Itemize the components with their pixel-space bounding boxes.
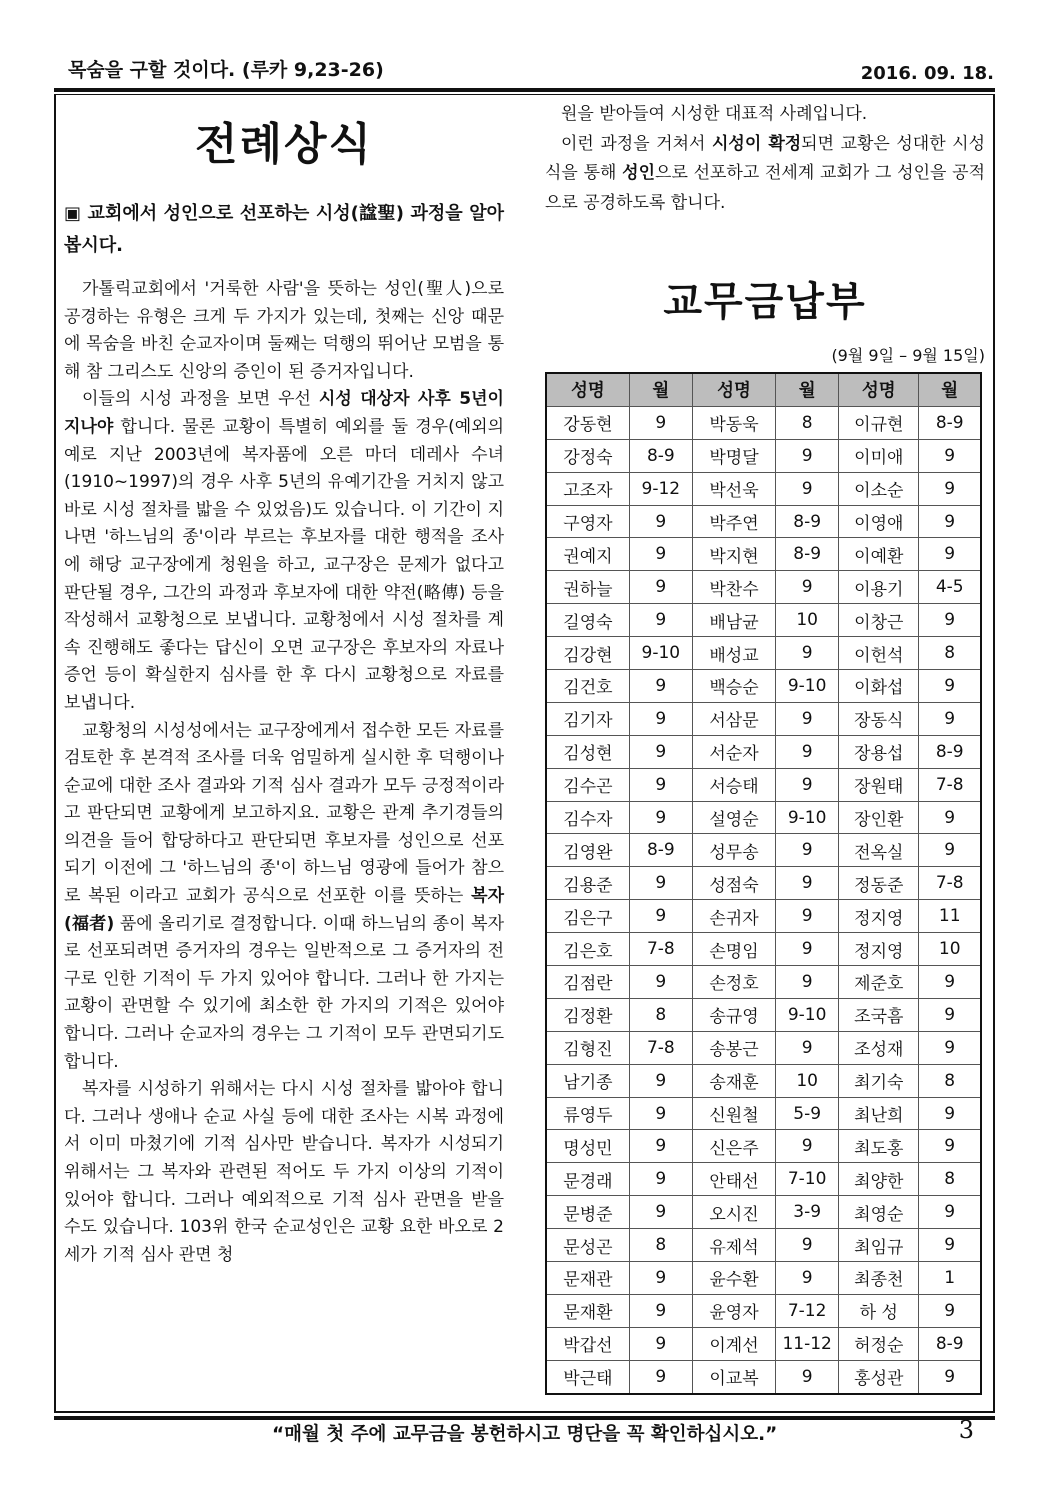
name-cell: 박근태 [546, 1360, 629, 1393]
month-cell: 9 [776, 1229, 839, 1262]
month-cell: 8 [919, 1064, 981, 1097]
name-cell: 박주연 [692, 505, 775, 538]
table-row [546, 1360, 981, 1393]
name-cell: 이예환 [839, 538, 919, 571]
name-cell: 신은주 [692, 1130, 775, 1163]
table-header-cell: 성명 [692, 373, 775, 406]
name-cell: 김은구 [546, 900, 629, 933]
name-cell: 최양한 [839, 1163, 919, 1196]
month-cell: 7-8 [629, 933, 692, 966]
name-cell: 문경래 [546, 1163, 629, 1196]
name-cell: 구영자 [546, 505, 629, 538]
article-continuation [545, 100, 985, 218]
left-column [64, 100, 504, 1269]
name-cell: 성무송 [692, 834, 775, 867]
name-cell: 송규영 [692, 998, 775, 1031]
name-cell: 조국흠 [839, 998, 919, 1031]
name-cell: 박명달 [692, 439, 775, 472]
name-cell: 정지영 [839, 900, 919, 933]
month-cell: 9 [776, 571, 839, 604]
name-cell: 손명임 [692, 933, 775, 966]
month-cell: 4-5 [919, 571, 981, 604]
name-cell: 서삼문 [692, 702, 775, 735]
month-cell: 9 [919, 439, 981, 472]
month-cell: 9 [919, 1097, 981, 1130]
header-date: 2016. 09. 18. [860, 63, 994, 84]
name-cell: 명성민 [546, 1130, 629, 1163]
name-cell: 고조자 [546, 472, 629, 505]
name-cell: 이계선 [692, 1327, 775, 1360]
month-cell: 8-9 [919, 406, 981, 439]
month-cell: 9 [629, 670, 692, 703]
month-cell: 8-9 [776, 505, 839, 538]
name-cell: 이미애 [839, 439, 919, 472]
table-row [546, 1196, 981, 1229]
table-header-cell: 성명 [546, 373, 629, 406]
month-cell: 7-10 [776, 1163, 839, 1196]
p5-e: 으로 선포하고 전세계 교회가 그 성인을 공적으로 공경하도록 합니다. [545, 163, 985, 213]
name-cell: 김정환 [546, 998, 629, 1031]
name-cell: 최도홍 [839, 1130, 919, 1163]
period-range: (9월 9일 – 9월 15일) [831, 346, 985, 365]
month-cell: 9 [919, 801, 981, 834]
month-cell: 11-12 [776, 1327, 839, 1360]
name-cell: 홍성관 [839, 1360, 919, 1393]
month-cell: 9 [776, 637, 839, 670]
name-cell: 이영애 [839, 505, 919, 538]
month-cell: 9 [629, 571, 692, 604]
table-row [546, 834, 981, 867]
table-row [546, 933, 981, 966]
name-cell: 권하늘 [546, 571, 629, 604]
month-cell: 9 [776, 966, 839, 999]
month-cell: 9 [629, 1360, 692, 1393]
month-cell: 9 [919, 1130, 981, 1163]
name-cell: 장인환 [839, 801, 919, 834]
month-cell: 9 [919, 1360, 981, 1393]
name-cell: 배성교 [692, 637, 775, 670]
name-cell: 최임규 [839, 1229, 919, 1262]
month-cell: 9-10 [629, 637, 692, 670]
month-cell: 8-9 [629, 439, 692, 472]
month-cell: 9 [629, 1294, 692, 1327]
table-row [546, 406, 981, 439]
paragraph-2 [64, 386, 504, 717]
paragraph-3 [64, 718, 504, 1077]
name-cell: 이교복 [692, 1360, 775, 1393]
name-cell: 오시진 [692, 1196, 775, 1229]
p5-c: 되면 교황은 성대한 시성식을 통해 [545, 133, 986, 183]
p3-text-after: 품에 올리기로 결정합니다. 이때 하느님의 종이 복자로 선포되려면 증거자의 경우는 일반적으로 그 증거자의 전구로 인한 기적이 두 가지 있어야 합니다. 그러나 한 가지는 교황이 관면할 수 있기에 최소한 한 가지의 기적은 있어야 합니다. 그러나 순교자의 경우는 그 기적이 모두 관면되기도 합니다. [64, 913, 504, 1072]
month-cell: 9 [776, 834, 839, 867]
table-row [546, 900, 981, 933]
table-row [546, 1229, 981, 1262]
table-row [546, 538, 981, 571]
month-cell: 9 [776, 933, 839, 966]
month-cell: 1 [919, 1262, 981, 1295]
name-cell: 김강현 [546, 637, 629, 670]
month-cell: 10 [776, 604, 839, 637]
name-cell: 허정순 [839, 1327, 919, 1360]
bottom-rule-thin [54, 1411, 995, 1413]
name-cell: 길영숙 [546, 604, 629, 637]
table-header-cell: 월 [776, 373, 839, 406]
month-cell: 9 [919, 538, 981, 571]
name-cell: 문재관 [546, 1262, 629, 1295]
name-cell: 이규현 [839, 406, 919, 439]
month-cell: 9 [629, 702, 692, 735]
table-row [546, 1262, 981, 1295]
right-border [993, 94, 995, 1412]
top-rule-thin [54, 94, 995, 95]
footer-notice: “매월 첫 주에 교무금을 봉헌하시고 명단을 꼭 확인하십시오.” [272, 1424, 778, 1445]
name-cell: 하 성 [839, 1294, 919, 1327]
month-cell: 9 [629, 966, 692, 999]
month-cell: 9 [776, 1360, 839, 1393]
month-cell: 9 [776, 439, 839, 472]
name-cell: 권예지 [546, 538, 629, 571]
name-cell: 김수자 [546, 801, 629, 834]
name-cell: 송재훈 [692, 1064, 775, 1097]
month-cell: 9 [776, 472, 839, 505]
month-cell: 9-12 [629, 472, 692, 505]
month-cell: 10 [919, 933, 981, 966]
month-cell: 7-8 [919, 867, 981, 900]
name-cell: 성점숙 [692, 867, 775, 900]
name-cell: 최기숙 [839, 1064, 919, 1097]
name-cell: 정동준 [839, 867, 919, 900]
month-cell: 9 [919, 670, 981, 703]
name-cell: 김수곤 [546, 768, 629, 801]
name-cell: 유제석 [692, 1229, 775, 1262]
name-cell: 전옥실 [839, 834, 919, 867]
table-row [546, 1130, 981, 1163]
month-cell: 10 [776, 1064, 839, 1097]
paragraph-1: 가톨릭교회에서 '거룩한 사람'을 뜻하는 성인(聖人)으로 공경하는 유형은 크게 두 가지가 있는데, 첫째는 신앙 때문에 목숨을 바친 순교자이며 둘째는 덕행의 뛰어난 모범을 통해 참 그리스도 신앙의 증인이 된 증거자입니다. [64, 279, 504, 382]
table-row [546, 1294, 981, 1327]
month-cell: 9 [629, 406, 692, 439]
month-cell: 9 [629, 1196, 692, 1229]
table-row [546, 1031, 981, 1064]
month-cell: 9 [919, 834, 981, 867]
month-cell: 9 [919, 505, 981, 538]
name-cell: 최종천 [839, 1262, 919, 1295]
month-cell: 8 [919, 1163, 981, 1196]
name-cell: 제준호 [839, 966, 919, 999]
name-cell: 강동현 [546, 406, 629, 439]
name-cell: 김점란 [546, 966, 629, 999]
p3-bold: 복자(福者) [64, 886, 504, 934]
table-row [546, 637, 981, 670]
page-number: 3 [958, 1416, 974, 1444]
month-cell: 9 [919, 966, 981, 999]
name-cell: 배남균 [692, 604, 775, 637]
month-cell: 9 [629, 1064, 692, 1097]
month-cell: 9 [629, 900, 692, 933]
continuation-line: 원을 받아들여 시성한 대표적 사례입니다. [561, 104, 868, 124]
paragraph-4: 복자를 시성하기 위해서는 다시 시성 절차를 밟아야 합니다. 그러나 생애나 순교 사실 등에 대한 조사는 시복 과정에서 이미 마쳤기에 기적 심사만 받습니다. 복자가 시성되기 위해서는 그 복자와 관련된 적어도 두 가지 이상의 기적이 있어야 합니다. 그러나 예외적으로 기적 심사 관면을 받을 수도 있습니다. 103위 한국 순교성인은 교황 요한 바오로 2세가 기적 심사 관면 청 [64, 1079, 504, 1265]
dues-table [545, 372, 982, 1395]
name-cell: 문재환 [546, 1294, 629, 1327]
name-cell: 김성현 [546, 735, 629, 768]
name-cell: 정지영 [839, 933, 919, 966]
name-cell: 김기자 [546, 702, 629, 735]
name-cell: 신원철 [692, 1097, 775, 1130]
month-cell: 9 [629, 505, 692, 538]
table-row [546, 439, 981, 472]
month-cell: 9 [919, 1196, 981, 1229]
paragraph-5 [545, 130, 985, 219]
p2-text: 이들의 시성 과정을 보면 우선 [82, 389, 319, 410]
name-cell: 박지현 [692, 538, 775, 571]
month-cell: 7-12 [776, 1294, 839, 1327]
name-cell: 류영두 [546, 1097, 629, 1130]
name-cell: 손정호 [692, 966, 775, 999]
month-cell: 9 [776, 1130, 839, 1163]
p2-text-after: 합니다. 물론 교황이 특별히 예외를 둘 경우(예외의 예로 지난 2003년에 복자품에 오른 마더 데레사 수녀(1910~1997)의 경우 사후 5년의 유예기간을 거치지 않고 바로 시성 절차를 밟을 수 있었음)도 있습니다. 이 기간이 지나면 '하느님의 종'이라 부르는 후보자를 대한 행적을 조사에 해당 교구장에게 청원을 하고, 교구장은 문제가 없다고 판단될 경우, 그간의 과정과 후보자에 대한 약전(略傳) 등을 작성해서 교황청으로 보냅니다. 교황청에서 시성 절차를 계속 진행해도 좋다는 답신이 오면 교구장은 후보자의 자료나 증언 등이 확실한지 심사를 한 후 다시 교황청으로 자료를 보냅니다. [64, 416, 504, 713]
month-cell: 7-8 [629, 1031, 692, 1064]
month-cell: 9 [629, 1097, 692, 1130]
section-title-dues: 교무금납부 [663, 279, 867, 325]
table-row [546, 1097, 981, 1130]
name-cell: 박동욱 [692, 406, 775, 439]
table-row [546, 768, 981, 801]
p5-bold-2: 성인 [622, 163, 656, 183]
table-header-cell: 성명 [839, 373, 919, 406]
month-cell: 9 [776, 702, 839, 735]
name-cell: 박갑선 [546, 1327, 629, 1360]
name-cell: 박선욱 [692, 472, 775, 505]
section-title-liturgy: 전례상식 [194, 119, 373, 170]
name-cell: 문병준 [546, 1196, 629, 1229]
month-cell: 9 [919, 1229, 981, 1262]
table-header-cell: 월 [919, 373, 981, 406]
table-row [546, 1163, 981, 1196]
month-cell: 9 [629, 867, 692, 900]
name-cell: 최난희 [839, 1097, 919, 1130]
month-cell: 9 [629, 768, 692, 801]
table-row [546, 1064, 981, 1097]
name-cell: 이화섭 [839, 670, 919, 703]
month-cell: 9 [629, 604, 692, 637]
month-cell: 9 [776, 900, 839, 933]
month-cell: 8 [919, 637, 981, 670]
name-cell: 서승태 [692, 768, 775, 801]
month-cell: 11 [919, 900, 981, 933]
left-border [54, 94, 56, 1412]
month-cell: 8-9 [919, 1327, 981, 1360]
name-cell: 김은호 [546, 933, 629, 966]
table-row [546, 702, 981, 735]
month-cell: 9 [629, 538, 692, 571]
table-row [546, 472, 981, 505]
month-cell: 9-10 [776, 801, 839, 834]
name-cell: 이헌석 [839, 637, 919, 670]
p2-bold: 시성 대상자 사후 5년이 지나야 [64, 389, 504, 437]
article-body [64, 276, 504, 1269]
header-title: 목숨을 구할 것이다. (루카 9,23-26) [68, 59, 384, 81]
name-cell: 김용준 [546, 867, 629, 900]
name-cell: 윤수환 [692, 1262, 775, 1295]
month-cell: 9 [776, 768, 839, 801]
name-cell: 박찬수 [692, 571, 775, 604]
table-row [546, 801, 981, 834]
month-cell: 9 [629, 1163, 692, 1196]
p3-text: 교황청의 시성성에서는 교구장에게서 접수한 모든 자료를 검토한 후 본격적 조사를 더욱 엄밀하게 실시한 후 덕행이나 순교에 대한 조사 결과와 기적 심사 결과가 모두 긍정적이라고 판단되면 교황에게 보고하지요. 교황은 관계 추기경들의 의견을 들어 합당하다고 판단되면 후보자를 성인으로 선포되기 이전에 그 '하느님의 종'이 하느님 영광에 들어가 참으로 복된 이라고 교회가 공식으로 선포한 이를 뜻하는 [64, 720, 504, 907]
month-cell: 5-9 [776, 1097, 839, 1130]
month-cell: 8 [776, 406, 839, 439]
name-cell: 문성곤 [546, 1229, 629, 1262]
month-cell: 9 [919, 1294, 981, 1327]
table-row [546, 966, 981, 999]
right-column [545, 100, 985, 1395]
month-cell: 9-10 [776, 670, 839, 703]
top-rule [54, 88, 995, 92]
month-cell: 9 [629, 1130, 692, 1163]
name-cell: 장동식 [839, 702, 919, 735]
month-cell: 3-9 [776, 1196, 839, 1229]
name-cell: 김형진 [546, 1031, 629, 1064]
month-cell: 9 [919, 702, 981, 735]
month-cell: 8-9 [629, 834, 692, 867]
month-cell: 9 [776, 1262, 839, 1295]
month-cell: 9 [629, 735, 692, 768]
name-cell: 조성재 [839, 1031, 919, 1064]
month-cell: 9 [919, 604, 981, 637]
month-cell: 7-8 [919, 768, 981, 801]
name-cell: 강정숙 [546, 439, 629, 472]
name-cell: 백승순 [692, 670, 775, 703]
month-cell: 9 [919, 998, 981, 1031]
name-cell: 이창근 [839, 604, 919, 637]
name-cell: 이용기 [839, 571, 919, 604]
table-row [546, 571, 981, 604]
table-row [546, 735, 981, 768]
month-cell: 8 [629, 1229, 692, 1262]
month-cell: 8-9 [919, 735, 981, 768]
table-row [546, 867, 981, 900]
table-row [546, 998, 981, 1031]
month-cell: 9 [776, 1031, 839, 1064]
month-cell: 9 [919, 472, 981, 505]
month-cell: 9 [776, 867, 839, 900]
month-cell: 9-10 [776, 998, 839, 1031]
table-header-cell: 월 [629, 373, 692, 406]
table-row [546, 1327, 981, 1360]
month-cell: 9 [629, 1262, 692, 1295]
month-cell: 8 [629, 998, 692, 1031]
name-cell: 남기종 [546, 1064, 629, 1097]
table-header-row [546, 373, 981, 406]
p5-a: 이런 과정을 거쳐서 [561, 133, 712, 154]
name-cell: 장용섭 [839, 735, 919, 768]
name-cell: 송봉근 [692, 1031, 775, 1064]
name-cell: 윤영자 [692, 1294, 775, 1327]
month-cell: 9 [776, 735, 839, 768]
name-cell: 이소순 [839, 472, 919, 505]
name-cell: 손귀자 [692, 900, 775, 933]
table-row [546, 670, 981, 703]
name-cell: 설영순 [692, 801, 775, 834]
month-cell: 9 [629, 801, 692, 834]
subheading: ▣ 교회에서 성인으로 선포하는 시성(諡聖) 과정을 알아봅시다. [64, 203, 504, 256]
name-cell: 안태선 [692, 1163, 775, 1196]
name-cell: 서순자 [692, 735, 775, 768]
month-cell: 8-9 [776, 538, 839, 571]
name-cell: 김건호 [546, 670, 629, 703]
table-body [546, 406, 981, 1393]
name-cell: 김영완 [546, 834, 629, 867]
month-cell: 9 [919, 1031, 981, 1064]
p5-bold-1: 시성이 확정 [712, 133, 802, 154]
name-cell: 장원태 [839, 768, 919, 801]
table-row [546, 604, 981, 637]
table-row [546, 505, 981, 538]
month-cell: 9 [629, 1327, 692, 1360]
name-cell: 최영순 [839, 1196, 919, 1229]
